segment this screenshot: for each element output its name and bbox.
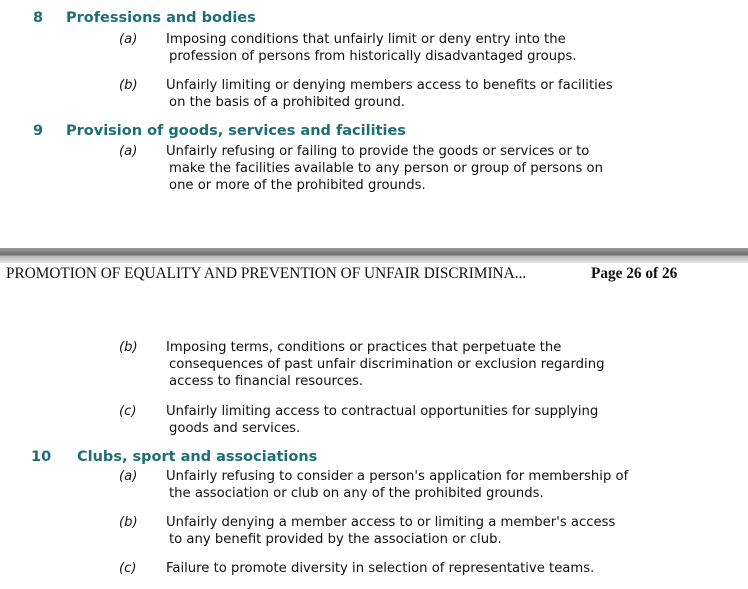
page-26-top <box>0 263 748 589</box>
print-header-title: PROMOTION OF EQUALITY AND PREVENTION OF UNFAIR DISCRIMINA... <box>6 265 527 282</box>
page-25-bottom <box>0 0 748 248</box>
text-line: make the facilities available to any person or group of persons on <box>169 161 603 176</box>
section-title: Provision of goods, services and facilities <box>66 123 406 139</box>
item-text <box>166 468 666 502</box>
item-label: (a) <box>119 144 138 159</box>
text-line: profession of persons from historically disadvantaged groups. <box>169 49 577 64</box>
text-line: Imposing terms, conditions or practices that perpetuate the <box>166 340 562 355</box>
item-label: (b) <box>119 78 138 93</box>
text-line: goods and services. <box>169 421 301 436</box>
item-label: (c) <box>119 561 137 576</box>
item-text <box>166 403 666 437</box>
text-line: consequences of past unfair discrimination or exclusion regarding <box>169 357 605 372</box>
text-line: to any benefit provided by the association or club. <box>169 532 502 547</box>
item-text <box>166 339 666 390</box>
section-title: Clubs, sport and associations <box>77 449 318 465</box>
item-text <box>166 31 666 65</box>
text-line: one or more of the prohibited grounds. <box>169 178 426 193</box>
text-line: Unfairly denying a member access to or limiting a member's access <box>166 515 616 530</box>
section-10-heading <box>31 449 317 465</box>
section-9-heading <box>33 123 406 139</box>
text-line: Failure to promote diversity in selection of representative teams. <box>166 561 595 576</box>
item-label: (c) <box>119 404 137 419</box>
item-text <box>166 77 666 111</box>
item-label: (b) <box>119 340 138 355</box>
text-line: on the basis of a prohibited ground. <box>169 95 406 110</box>
section-number: 9 <box>33 123 44 139</box>
item-text <box>166 560 666 577</box>
text-line: Unfairly refusing or failing to provide the goods or services or to <box>166 144 590 159</box>
item-label: (b) <box>119 515 138 530</box>
item-label: (a) <box>119 469 138 484</box>
text-line: Unfairly limiting or denying members access to benefits or facilities <box>166 78 613 93</box>
text-line: Unfairly limiting access to contractual opportunities for supplying <box>166 404 599 419</box>
page-number: Page 26 of 26 <box>591 265 678 282</box>
text-line: Imposing conditions that unfairly limit or deny entry into the <box>166 32 566 47</box>
section-8-heading <box>33 10 256 26</box>
section-title: Professions and bodies <box>66 10 256 26</box>
item-label: (a) <box>119 32 138 47</box>
text-line: Unfairly refusing to consider a person's application for membership of <box>166 469 629 484</box>
text-line: the association or club on any of the prohibited grounds. <box>169 486 544 501</box>
item-text <box>166 143 666 194</box>
page-break-divider <box>0 248 748 263</box>
section-number: 8 <box>33 10 44 26</box>
text-line: access to financial resources. <box>169 374 364 389</box>
item-text <box>166 514 666 548</box>
section-number: 10 <box>31 449 52 465</box>
